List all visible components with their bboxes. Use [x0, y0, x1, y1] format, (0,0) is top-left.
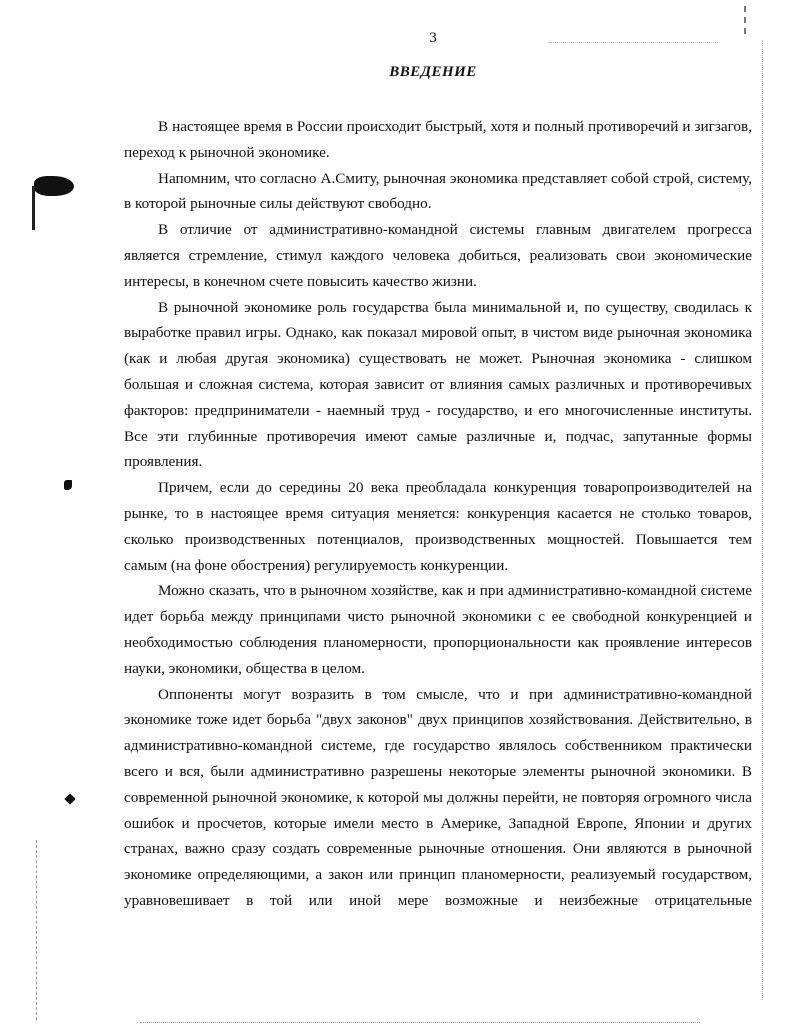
left-edge-line — [36, 840, 39, 1020]
top-scan-rule — [548, 42, 718, 44]
page-number: 3 — [429, 30, 437, 46]
paragraph-1: В настоящее время в России происходит быстрый, хотя и полный противоречий и зигзагов, переход к рыночной экономике. — [124, 118, 752, 161]
bottom-scan-rule — [140, 1022, 700, 1024]
ink-blot-mark — [34, 176, 74, 196]
ink-stem-mark — [32, 186, 35, 230]
paragraph-6: Можно сказать, что в рыночном хозяйстве, как и при административно-командной системе идет борьба между принципами чисто рыночной экономики с ее свободной конкуренцией и необходимостью соблюдения планомерности, пропорциональности как проявление интересов науки, экономики, общества в целом. — [124, 582, 752, 677]
paragraph-3: В отличие от административно-командной системы главным двигателем прогресса является стремление, стимул каждого человека добиться, реализовать свои экономические интересы, в конечном счете повысить качество жизни. — [124, 221, 752, 290]
paragraph-5: Причем, если до середины 20 века преобладала конкуренция товаропроизводителей на рынке, то в настоящее время ситуация меняется: конкуренция касается не столько товаров, сколько производственных потенциалов, производственных мощностей. Повышается тем самым (на фоне обострения) регулируемость конкуренции. — [124, 479, 752, 574]
section-heading: ВВЕДЕНИЕ — [389, 64, 477, 80]
ink-diamond-mark — [64, 793, 75, 804]
right-edge-line — [762, 40, 764, 1000]
paragraph-7: Оппоненты могут возразить в том смысле, что и при административно-командной экономике тоже идет борьба "двух законов" двух принципов хозяйствования. Действительно, в административно-командной системе, где государство являлось собственником практически всего и вся, были административно разрешены некоторые элементы рыночной экономики. В современной рыночной экономике, к которой мы должны перейти, не повторяя огромного числа ошибок и просчетов, которые имели место в Америке, Западной Европе, Японии и других странах, важно сразу создать современные рыночные отношения. Они являются в рыночной экономике определяющими, а закон или принцип планомерности, реализуемый государством, уравновешивает в той или иной мере возможные и неизбежные отрицательные — [124, 685, 752, 909]
body-text — [124, 114, 752, 914]
corner-scan-mark — [744, 6, 753, 34]
ink-spot-mark — [64, 480, 72, 490]
paragraph-2: Напомним, что согласно А.Смиту, рыночная экономика представляет собой строй, систему, в которой рыночные силы действуют свободно. — [124, 169, 752, 213]
paragraph-4: В рыночной экономике роль государства была минимальной и, по существу, сводилась к выработке правил игры. Однако, как показал мировой опыт, в чистом виде рыночная экономика (как и любая другая экономика) существовать не может. Рыночная экономика - слишком большая и сложная система, которая зависит от влияния самых различных и противоречивых факторов: предприниматели - наемный труд - государство, и его многочисленные институты. Все эти глубинные противоречия имеют самые различные и, подчас, запутанные формы проявления. — [124, 298, 752, 471]
